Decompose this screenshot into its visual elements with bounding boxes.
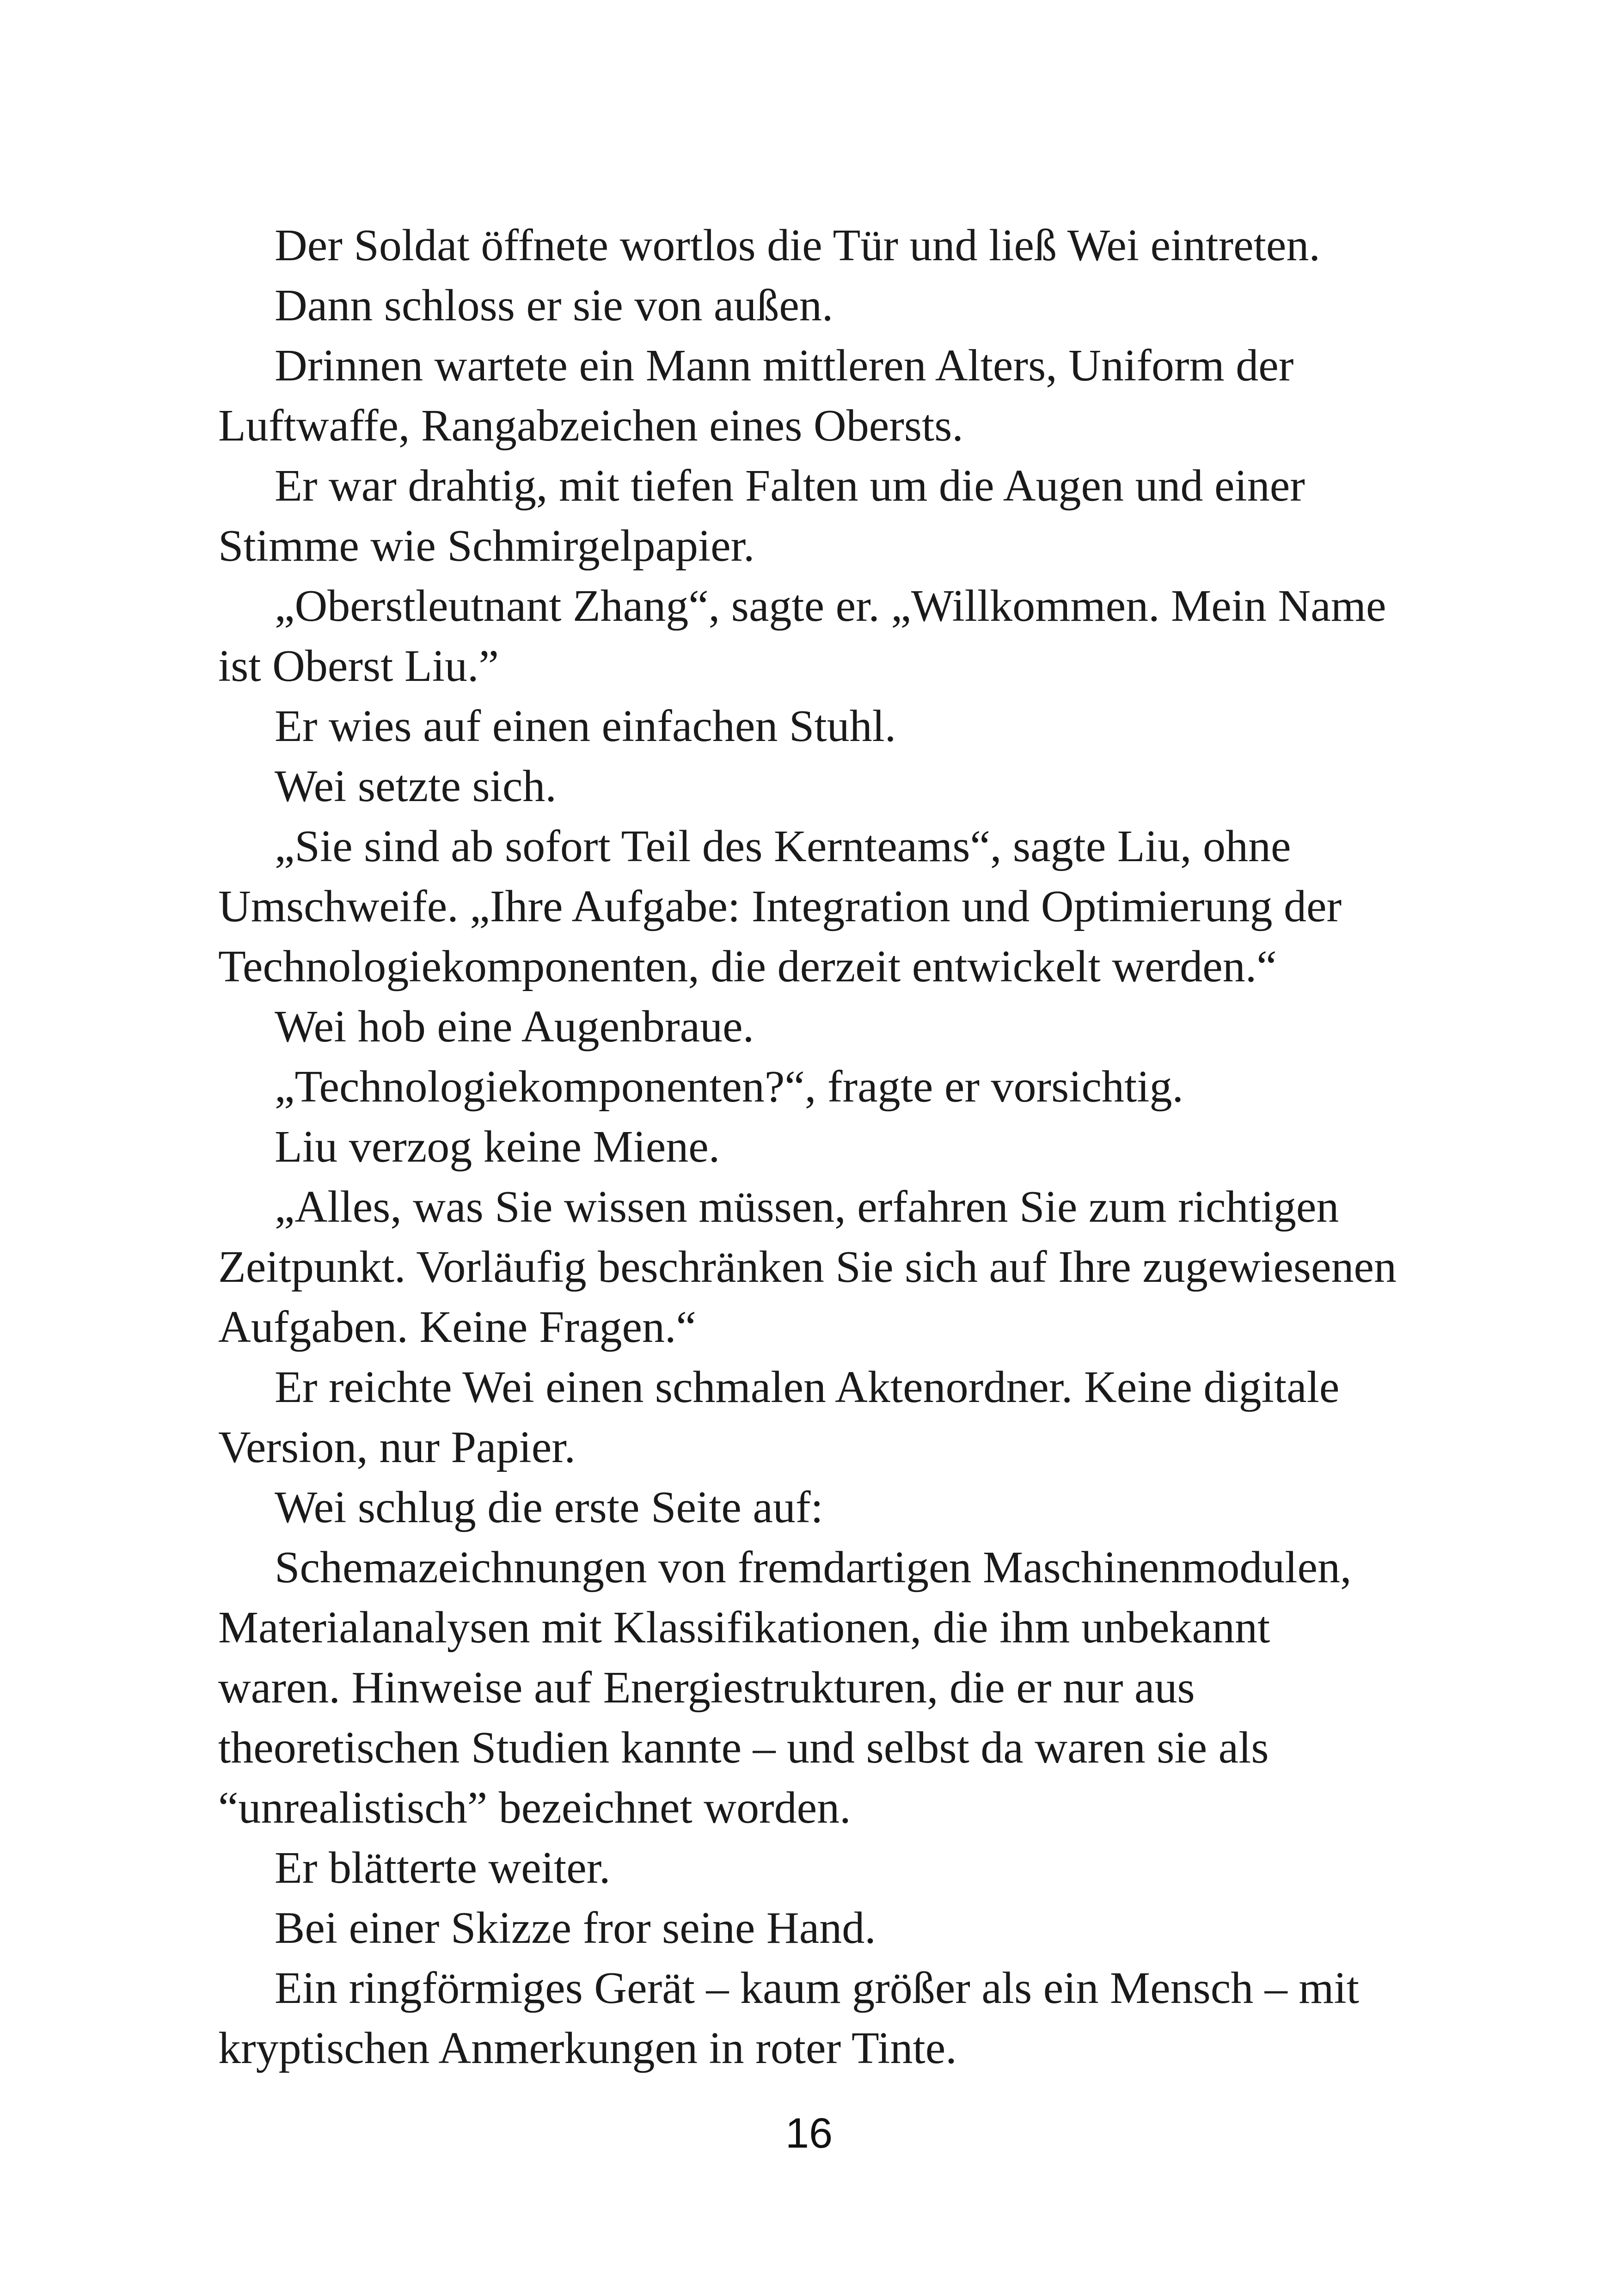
paragraph: Wei schlug die erste Seite auf: xyxy=(275,1482,823,1532)
paragraph: Er reichte Wei einen schmalen Aktenordner. Keine digitale Version, nur Papier. xyxy=(218,1362,1340,1472)
paragraph: Er wies auf einen einfachen Stuhl. xyxy=(275,701,896,751)
paragraph: Wei setzte sich. xyxy=(275,761,557,811)
paragraph: Schemazeichnungen von fremdartigen Maschinenmodulen, Materialanalysen mit Klassifikationen, die ihm unbekannt waren. Hinweise auf Energiestrukturen, die er nur aus theoretischen Studien kannte – und selbst da waren sie als “unrealistisch” bezeichnet worden. xyxy=(218,1543,1352,1833)
paragraph: Dann schloss er sie von außen. xyxy=(275,281,834,331)
paragraph: Ein ringförmiges Gerät – kaum größer als ein Mensch – mit kryptischen Anmerkungen in roter Tinte. xyxy=(218,1963,1359,2073)
body-text xyxy=(218,215,1402,2078)
paragraph: Er blätterte weiter. xyxy=(275,1843,611,1893)
page-number: 16 xyxy=(785,2110,833,2157)
paragraph: „Oberstleutnant Zhang“, sagte er. „Willkommen. Mein Name ist Oberst Liu.” xyxy=(218,581,1386,691)
paragraph: „Sie sind ab sofort Teil des Kernteams“, sagte Liu, ohne Umschweife. „Ihre Aufgabe: Integration und Optimierung der Technologiekomponenten, die derzeit entwickelt werden.“ xyxy=(218,821,1342,992)
paragraph: Wei hob eine Augenbraue. xyxy=(275,1002,754,1052)
paragraph: Er war drahtig, mit tiefen Falten um die Augen und einer Stimme wie Schmirgelpapier. xyxy=(218,461,1305,571)
paragraph: Drinnen wartete ein Mann mittleren Alters, Uniform der Luftwaffe, Rangabzeichen eines Obersts. xyxy=(218,341,1294,451)
paragraph: Bei einer Skizze fror seine Hand. xyxy=(275,1903,876,1953)
paragraph: Liu verzog keine Miene. xyxy=(275,1122,720,1172)
paragraph: „Alles, was Sie wissen müssen, erfahren Sie zum richtigen Zeitpunkt. Vorläufig beschränken Sie sich auf Ihre zugewiesenen Aufgaben. Keine Fragen.“ xyxy=(218,1182,1397,1352)
paragraph: „Technologiekomponenten?“, fragte er vorsichtig. xyxy=(275,1062,1183,1112)
paragraph: Der Soldat öffnete wortlos die Tür und ließ Wei eintreten. xyxy=(275,220,1320,270)
